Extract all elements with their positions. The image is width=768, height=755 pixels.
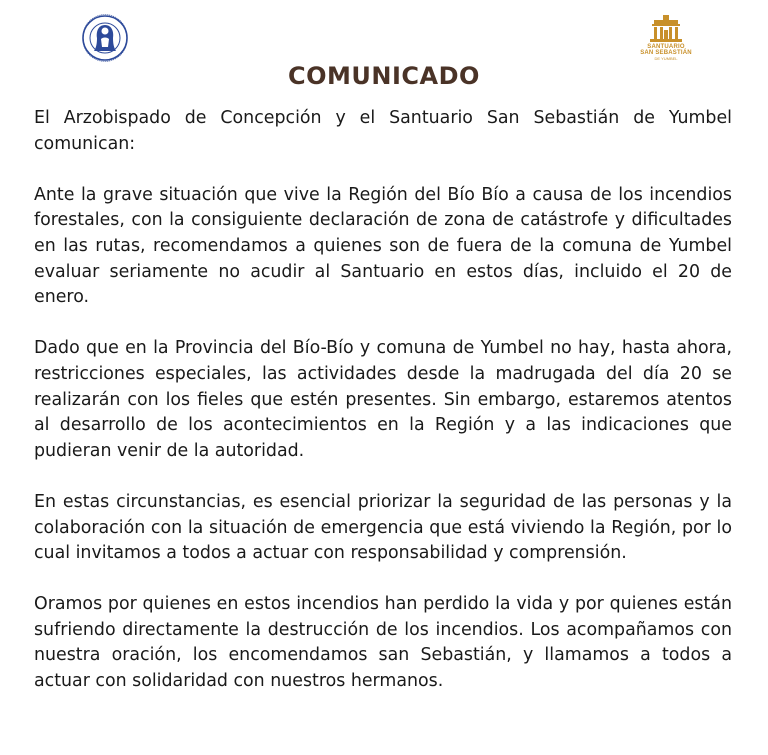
paragraph-safety: En estas circunstancias, es esencial priorizar la seguridad de las personas y la colaboración con la situación de emergencia que está viviendo la Región, por lo cual invitamos a todos a actuar con responsabilidad y comprensión.	[34, 491, 732, 564]
archdiocese-logo	[74, 14, 136, 62]
sanctuary-name-line2: SAN SEBASTIÁN	[640, 50, 692, 56]
archdiocese-seal-icon	[74, 14, 136, 62]
paragraph-recommendation: Ante la grave situación que vive la Región del Bío Bío a causa de los incendios forestales, con la consiguiente declaración de zona de catástrofe y dificultades en las rutas, recomendamos a quienes son de fuera de la comuna de Yumbel evaluar seriamente no acudir al Santuario en estos días, incluido el 20 de enero.	[34, 184, 732, 308]
sanctuary-name-line3: DE YUMBEL	[654, 56, 678, 61]
sanctuary-building-icon	[648, 14, 684, 44]
paragraph-activities: Dado que en la Provincia del Bío-Bío y comuna de Yumbel no hay, hasta ahora, restricciones especiales, las actividades desde la madrugada del día 20 se realizarán con los fieles que estén presentes. Sin embargo, estaremos atentos al desarrollo de los acontecimientos en la Región y a las indicaciones que pudieran venir de la autoridad.	[34, 338, 732, 461]
sanctuary-name-line1: SANTUARIO	[647, 44, 685, 50]
paragraph-intro: El Arzobispado de Concepción y el Santuario San Sebastián de Yumbel comunican:	[34, 108, 732, 154]
document-body	[34, 106, 732, 720]
document-title: COMUNICADO	[288, 62, 480, 90]
paragraph-prayer: Oramos por quienes en estos incendios han perdido la vida y por quienes están sufriendo directamente la destrucción de los incendios. Los acompañamos con nuestra oración, los encomendamos san Sebastián, y llamamos a todos a actuar con solidaridad con nuestros hermanos.	[34, 594, 732, 692]
